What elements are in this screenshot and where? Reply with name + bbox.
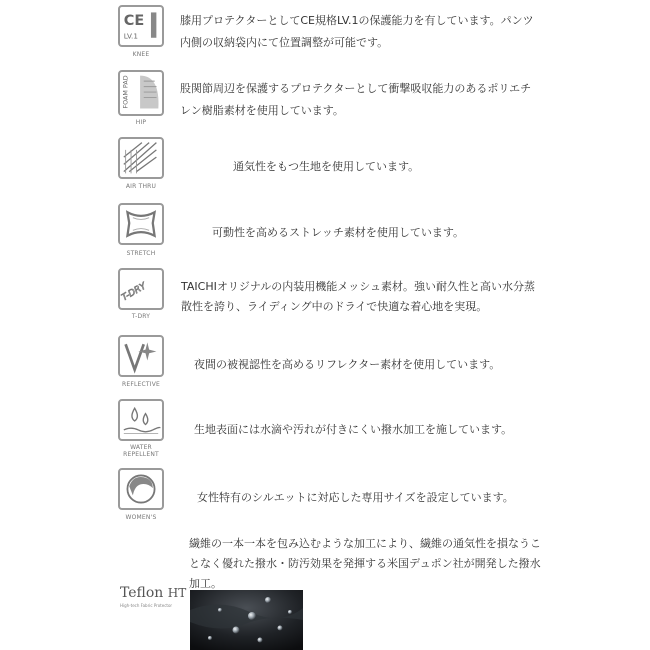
desc-stretch: 可動性を高めるストレッチ素材を使用しています。 <box>212 226 465 239</box>
desc-teflon-line2: となく優れた撥水・防汚効果を発揮する米国デュポン社が開発した撥水 <box>189 557 541 570</box>
desc-teflon-line1: 繊維の一本一本を包み込むような加工により、繊維の通気性を損なうこ <box>189 537 541 550</box>
caption-water-repellent <box>111 444 171 458</box>
air-thru-icon <box>118 137 164 179</box>
caption-water-repellent-text: WATER REPELLENT <box>123 444 159 458</box>
desc-teflon-line3: 加工。 <box>189 577 222 590</box>
desc-reflective: 夜間の被視認性を高めるリフレクター素材を使用しています。 <box>194 358 501 371</box>
water-drop-icon <box>118 399 164 441</box>
teflon-logo-ht: HT <box>167 586 187 600</box>
foam-pad-text: FOAM PAD <box>121 75 130 109</box>
teflon-logo-tagline: High-tech Fabric Protector <box>120 603 173 608</box>
caption-reflective: REFLECTIVE <box>121 381 161 388</box>
water-beads-fabric-photo <box>190 590 303 650</box>
desc-knee-line1: 膝用プロテクターとしてCE規格LV.1の保護能力を有しています。パンツ <box>180 14 534 27</box>
desc-womens: 女性特有のシルエットに対応した専用サイズを設定しています。 <box>197 491 514 504</box>
desc-hip-line2: レン樹脂素材を使用しています。 <box>180 104 344 117</box>
desc-water-repellent: 生地表面には水滴や汚れが付きにくい撥水加工を施しています。 <box>194 423 513 436</box>
stretch-icon <box>118 203 164 245</box>
reflective-icon <box>118 335 164 377</box>
caption-womens: WOMEN'S <box>125 514 157 521</box>
t-dry-icon <box>118 268 164 310</box>
teflon-logo-main: Teflon <box>120 585 164 601</box>
caption-hip: HIP <box>135 119 147 126</box>
t-dry-mark-text: T-DRY <box>120 281 149 304</box>
desc-t-dry-line2: 散性を誇り、ライディング中のドライで快適な着心地を実現。 <box>181 300 488 313</box>
caption-t-dry: T-DRY <box>131 313 151 320</box>
desc-hip-line1: 股関節周辺を保護するプロテクターとして衝撃吸収能力のあるポリエチ <box>180 82 532 95</box>
teflon-ht-logo <box>120 585 186 601</box>
caption-stretch: STRETCH <box>126 250 156 257</box>
woman-face-icon <box>118 468 164 510</box>
desc-knee-line2: 内側の収納袋内にて位置調整が可能です。 <box>180 36 389 49</box>
caption-air-thru: AIR THRU <box>125 183 157 190</box>
caption-knee: KNEE <box>132 51 150 58</box>
desc-air-thru: 通気性をもつ生地を使用しています。 <box>233 160 420 173</box>
desc-t-dry-line1: TAICHIオリジナルの内装用機能メッシュ素材。強い耐久性と高い水分蒸 <box>181 280 536 293</box>
hip-foam-pad-icon <box>118 70 164 116</box>
knee-ce-icon <box>118 5 164 47</box>
lv1-mark-text: LV.1 <box>123 31 138 41</box>
ce-mark-text: CE <box>123 13 145 30</box>
